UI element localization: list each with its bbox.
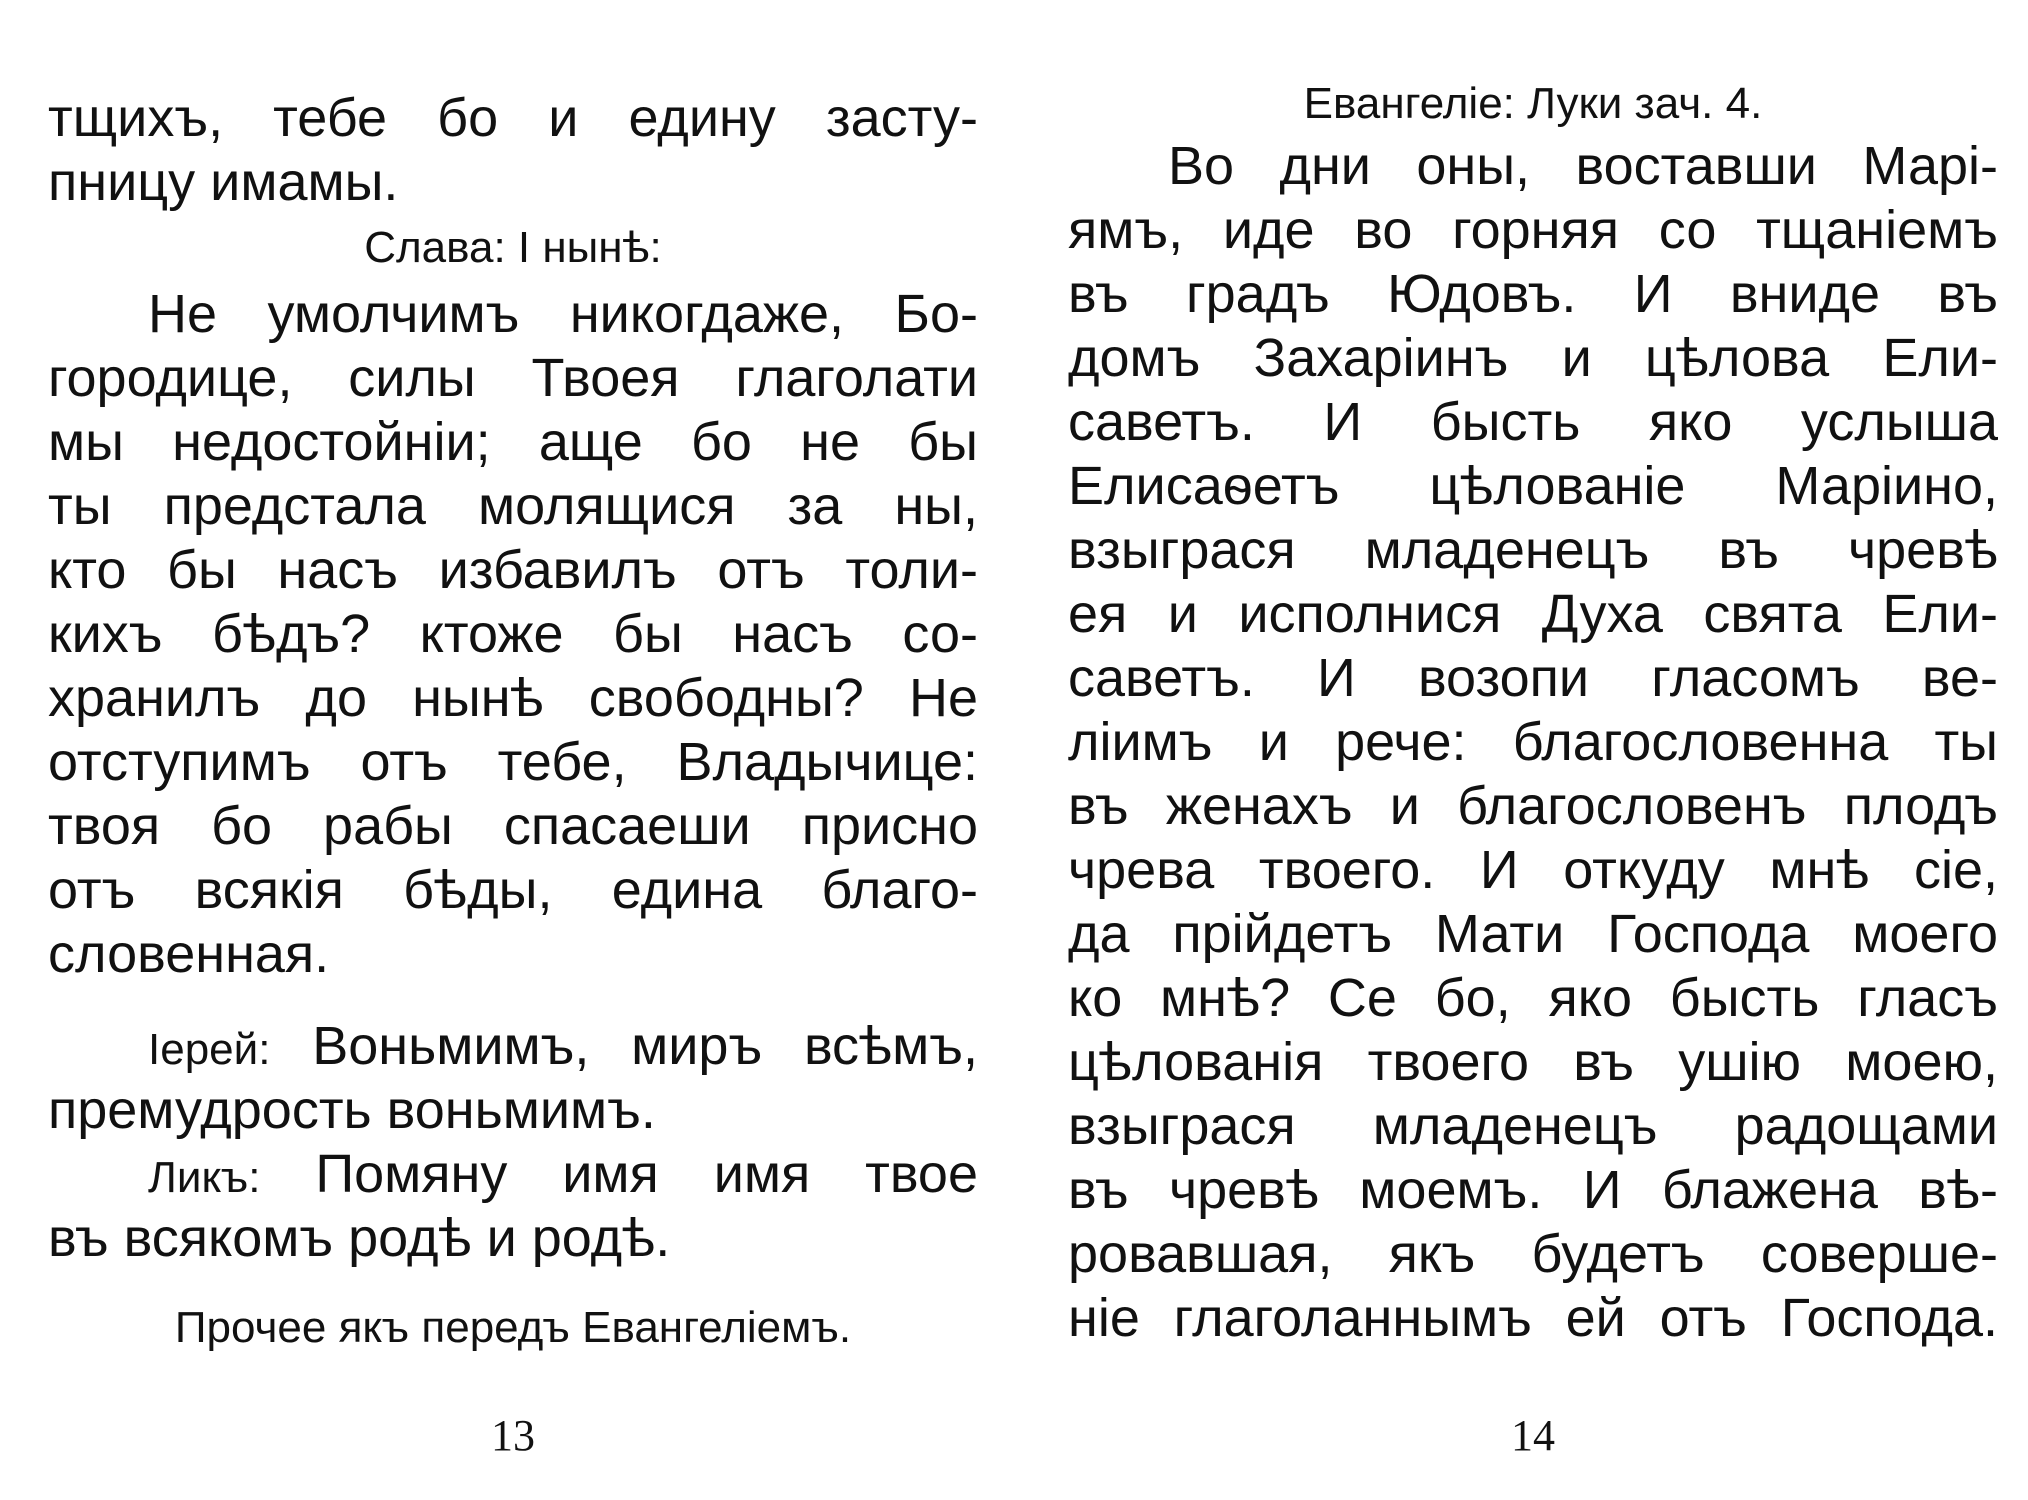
- text-line: ніе глаголаннымъ ей отъ Господа.: [1068, 1288, 1998, 1348]
- closing-rubric: Прочее якъ передъ Евангеліемъ.: [174, 1303, 852, 1352]
- page-number: 14: [1511, 1411, 1555, 1460]
- text-line: въ градъ Юдовъ. И вниде въ: [1068, 264, 1998, 324]
- text-line: чрева твоего. И откуду мнѣ сіе,: [1068, 840, 1998, 900]
- text-fragment: Воньмимъ, миръ всѣмъ,: [270, 1016, 978, 1076]
- text-line: ко мнѣ? Се бо, яко бысть гласъ: [1068, 968, 1998, 1028]
- left-page-paragraph-hymn: [48, 282, 978, 986]
- text-line: ея и исполнися Духа свята Ели-: [1068, 584, 1998, 644]
- text-line: цѣлованія твоего въ ушію моею,: [1068, 1032, 1998, 1092]
- text-line: Елисаѳетъ цѣлованіе Маріино,: [1068, 456, 1998, 516]
- text-line: ямъ, иде во горняя со тщаніемъ: [1068, 200, 1998, 260]
- left-page: [48, 0, 978, 1500]
- text-line: ты предстала молящися за ны,: [48, 476, 978, 536]
- text-line: саветъ. И возопи гласомъ ве-: [1068, 648, 1998, 708]
- section-heading: Слава: І нынѣ:: [364, 223, 662, 272]
- text-line: да прійдетъ Мати Господа моего: [1068, 904, 1998, 964]
- speaker-label: Іерей:: [148, 1025, 271, 1074]
- text-line: городице, силы Твоея глаголати: [48, 348, 978, 408]
- text-line: ровавшая, якъ будетъ соверше-: [1068, 1224, 1998, 1284]
- text-line: [48, 1142, 978, 1206]
- text-line: саветъ. И бысть яко услыша: [1068, 392, 1998, 452]
- text-line: мы недостойніи; аще бо не бы: [48, 412, 978, 472]
- text-fragment: Помяну имя имя твое: [260, 1144, 978, 1204]
- text-line: взыграся младенецъ радощами: [1068, 1096, 1998, 1156]
- text-line: въ чревѣ моемъ. И блажена вѣ-: [1068, 1160, 1998, 1220]
- left-page-choir-response: [48, 1142, 978, 1270]
- gospel-heading: Евангеліе: Луки зач. 4.: [1303, 79, 1763, 128]
- text-line: въ всякомъ родѣ и родѣ.: [48, 1208, 671, 1268]
- text-line: ліимъ и рече: благословенна ты: [1068, 712, 1998, 772]
- text-line: твоя бо рабы спасаеши присно: [48, 796, 978, 856]
- text-line: пницу имамы.: [48, 152, 399, 212]
- text-line: отступимъ отъ тебе, Владычице:: [48, 732, 978, 792]
- text-line: кто бы насъ избавилъ отъ толи-: [48, 540, 978, 600]
- text-line: премудрость воньмимъ.: [48, 1080, 656, 1140]
- left-page-paragraph-continuation: [48, 86, 978, 214]
- right-page: [1068, 0, 1998, 1500]
- text-line: въ женахъ и благословенъ плодъ: [1068, 776, 1998, 836]
- text-line: Не умолчимъ никогдаже, Бо-: [148, 284, 978, 344]
- text-line: хранилъ до нынѣ свободны? Не: [48, 668, 978, 728]
- text-line: кихъ бѣдъ? ктоже бы насъ со-: [48, 604, 978, 664]
- text-line: отъ всякія бѣды, едина благо-: [48, 860, 978, 920]
- gospel-text: [1068, 134, 1998, 1350]
- text-line: Во дни оны, воставши Марі-: [1168, 136, 1998, 196]
- left-page-priest-exclamation: [48, 1014, 978, 1142]
- text-line: [48, 1014, 978, 1078]
- text-line: словенная.: [48, 924, 330, 984]
- speaker-label: Ликъ:: [148, 1153, 261, 1202]
- text-line: тщихъ, тебе бо и едину засту-: [48, 88, 978, 148]
- text-line: домъ Захаріинъ и цѣлова Ели-: [1068, 328, 1998, 388]
- text-line: взыграся младенецъ въ чревѣ: [1068, 520, 1998, 580]
- page-number: 13: [491, 1411, 535, 1460]
